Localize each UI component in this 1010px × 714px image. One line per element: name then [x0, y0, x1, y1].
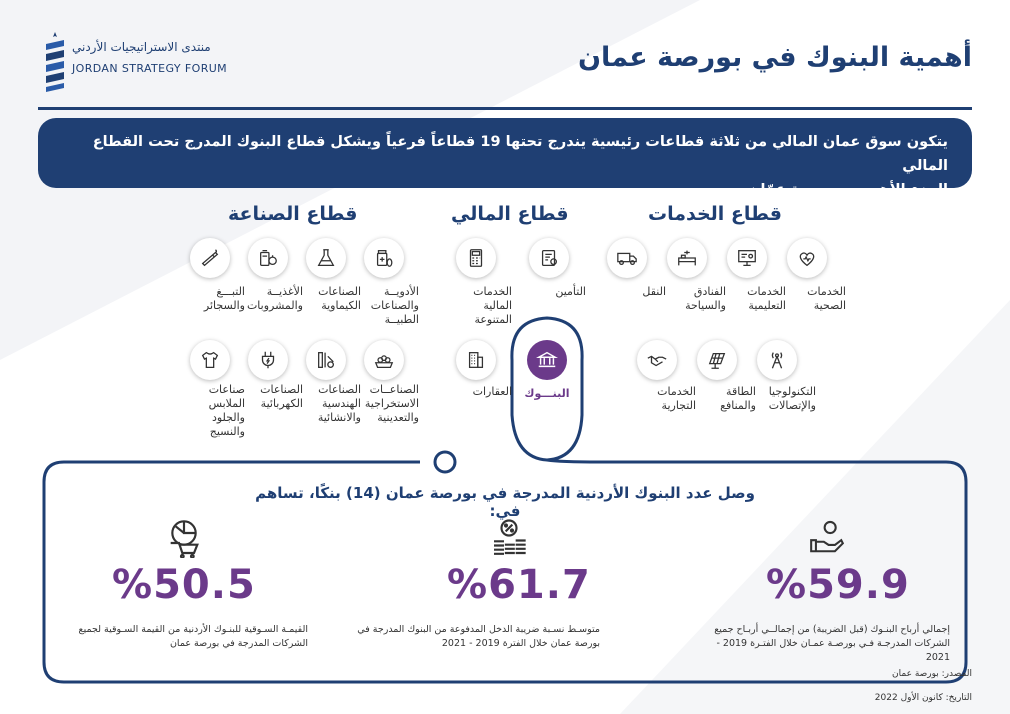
logo-english-text: JORDAN STRATEGY FORUM	[72, 62, 228, 75]
services-item-label: الفنادق والسياحة	[685, 285, 726, 312]
stat-description-line: الشركات المدرجة في بورصة عمان	[169, 638, 308, 649]
industry-item-label: الصناعات الكهربائية	[260, 383, 303, 410]
stat-description-line: إجمالي أرباح البنـوك (قبل الضريبة) من إجمالــي أربـاح جميع	[714, 624, 950, 635]
insurance-icon	[529, 238, 569, 278]
stat-description	[700, 623, 950, 665]
stat-description-line: القيمـة السـوقية للبنـوك الأردنية من القيمة السـوقية لجميع	[78, 624, 308, 635]
calculator-icon	[456, 238, 496, 278]
services-item-label: الطاقة والمنافع	[720, 385, 756, 412]
stat-description	[58, 623, 308, 651]
market-cap-icon	[164, 518, 204, 558]
solar-panel-icon	[697, 340, 737, 380]
financial-item-label: العقارات	[472, 385, 512, 398]
stat-description-line: بورصة عمان خلال الفترة 2019 - 2021	[441, 638, 600, 649]
stat-description-line: الشركات المدرجـة فـي بورصـة عمـان خلال الفتـرة 2019 - 2021	[716, 638, 950, 663]
handshake-icon	[637, 340, 677, 380]
logo-arabic-text: منتدى الاستراتيجيات الأردني	[72, 40, 211, 54]
intro-line-1: يتكون سوق عمان المالي من ثلاثة قطاعات رئيسية يندرج تحتها 19 قطاعاً فرعياً ويشكل قطاع البنوك المدرج تحت القطاع المالي	[92, 134, 948, 174]
stat-value: %61.7	[447, 562, 591, 608]
mining-icon	[364, 340, 404, 380]
tools-icon	[306, 340, 346, 380]
financial-item-label: الخدمات المالية المتنوعة	[473, 285, 512, 326]
clothing-icon	[190, 340, 230, 380]
stat-value: %50.5	[112, 562, 256, 608]
hotel-icon	[667, 238, 707, 278]
truck-icon	[607, 238, 647, 278]
banks-label: البنـــوك	[524, 387, 570, 400]
education-icon	[727, 238, 767, 278]
industry-item-label: صناعات الملابس والجلود والنسيج	[208, 383, 245, 438]
services-item-label: الخدمات الصحية	[807, 285, 846, 312]
plug-icon	[248, 340, 288, 380]
date-note: التاريخ: كانون الأول 2022	[874, 693, 972, 703]
tax-coins-icon	[489, 518, 529, 558]
industry-item-label: الأغذيــة والمشروبات	[246, 285, 303, 312]
health-icon	[787, 238, 827, 278]
financial-sector-heading: قطاع المالي	[451, 203, 569, 225]
antenna-icon	[757, 340, 797, 380]
building-icon	[456, 340, 496, 380]
stat-description-line: متوسـط نسـبة ضريبة الدخل المدفوعة من البنوك المدرجة في	[357, 624, 600, 635]
services-item-label: النقل	[642, 285, 666, 298]
flask-icon	[306, 238, 346, 278]
page-title: أهمية البنوك في بورصة عمان	[578, 42, 972, 73]
financial-item-label: التأمين	[555, 285, 586, 298]
industry-item-label: الصناعــات الاستخراجية والتعدينية	[364, 383, 419, 424]
services-item-label: الخدمات التجارية	[657, 385, 696, 412]
stat-value: %59.9	[766, 562, 910, 608]
stats-heading: وصل عدد البنوك الأردنية المدرجة في بورصة عمان (14) بنكًا، تساهم في:	[255, 484, 755, 520]
stat-description	[350, 623, 600, 651]
medicine-icon	[364, 238, 404, 278]
food-icon	[248, 238, 288, 278]
industry-item-label: الأدويــة والصناعات الطبيــة	[370, 285, 419, 326]
industry-item-label: الصناعات الهندسية والانشائية	[317, 383, 361, 424]
bank-icon	[527, 340, 567, 380]
industry-item-label: الصناعات الكيماوية	[318, 285, 361, 312]
services-sector-heading: قطاع الخدمات	[648, 203, 782, 225]
intro-line-2: الجزء الأهم من بورصة عمّان	[748, 182, 948, 198]
industry-sector-heading: قطاع الصناعة	[228, 203, 358, 225]
services-item-label: الخدمات التعليمية	[747, 285, 786, 312]
services-item-label: التكنولوجيا والإتصالات	[768, 385, 816, 412]
source-note: المصدر: بورصة عمان	[892, 669, 972, 679]
profit-hand-icon	[808, 518, 846, 556]
industry-item-label: التبـــغ والسجائر	[203, 285, 245, 312]
cigarette-icon	[190, 238, 230, 278]
